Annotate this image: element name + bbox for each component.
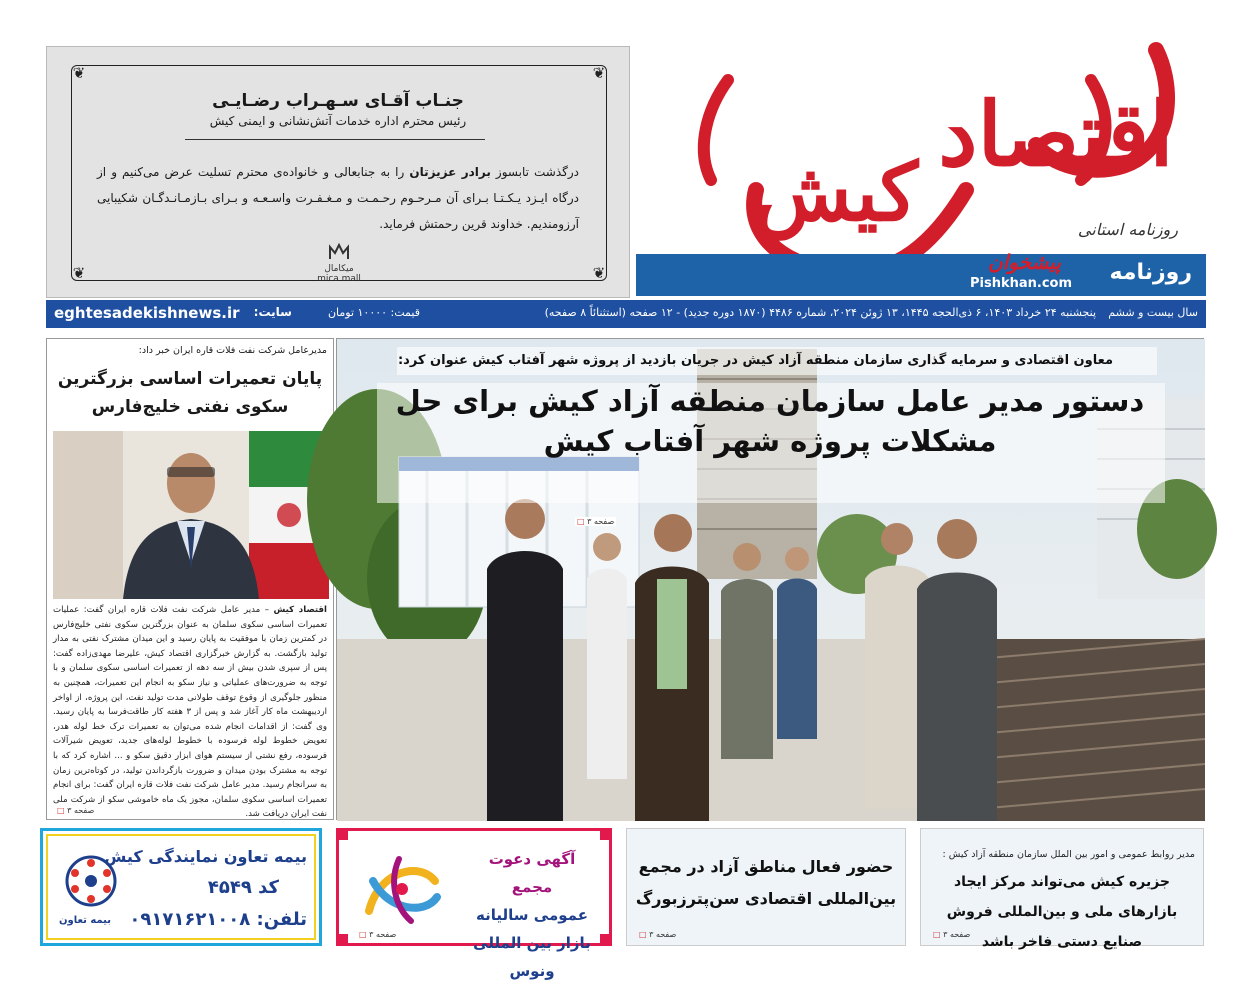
page-reference[interactable]: صفحه ۳ □ (359, 930, 396, 939)
masthead-bar-word: روزنامه (1109, 260, 1192, 285)
site-link[interactable]: eghtesadekishnews.ir (54, 304, 240, 322)
insurance-ad[interactable] (40, 828, 322, 946)
ad-title: بیمه تعاون نمایندگی کیش (104, 847, 307, 866)
page-reference[interactable]: صفحه ۳ □ (575, 517, 616, 526)
ornament-icon: ❦ (72, 264, 86, 282)
masthead-blue-bar (636, 254, 1206, 296)
ornament-icon: ❦ (592, 64, 606, 82)
agency-code: کد ۴۵۴۹ (207, 877, 279, 898)
insurance-logo-name: بیمه تعاون (59, 915, 111, 926)
story-headline[interactable]: پایان تعمیرات اساسی بزرگترین سکوی نفتی خلیج‌فارس (57, 369, 323, 417)
sponsor-name-fa: میکامال (324, 264, 354, 274)
issue-info-bar (46, 300, 1206, 328)
story-body: اقتصاد کیش – مدیر عامل شرکت نفت فلات قاره ایران گفت: عملیات تعمیرات اساسی سکوی سلمان به عنوان بزرگترین سکوی نفتی خلیج‌فارس در کمترین زمان با موفقیت به پایان رسید و این میدان مشترک نفتی به مدار تولید بازگشت. به گزارش خبرگزاری اقتصاد کیش، علیرضا مهدی‌زاده گفت: پس از سپری شدن بیش از سه دهه از تعمیرات اساسی سکوی سلمان و با توجه به ضرورت‌های عملیاتی و نیاز سکو به انجام این تعمیرات، همچنین به منظور جلوگیری از وقوع توقف طولانی مدت تولید نفت، این پروژه، از اواخر اردیبهشت ماه کار آغاز شد و پس از ۳ هفته کار طاقت‌فرسا به پایان رسید. وی گفت: از اقدامات انجام شده می‌توان به تعمیرات ترک خط لوله هدر، تعویض خطوط لوله فرسوده با خطوط لوله‌های جدید، تعویض شیرآلات فرسوده، رفع نشتی از سیستم هوای ابزار دقیق سکو و ... اشاره کرد که با توجه به مشترک بودن میدان و ضرورت بازگرداندن تولید، در کوتاه‌ترین زمان به سرانجام رسید. مدیر عامل شرکت نفت فلات قاره ایران گفت: برای انجام تعمیرات اساسی سکوی سلمان، مجوز یک ماه خاموشی سکو از شرکت ملی نفت ایران دریافت شد. (53, 605, 327, 820)
divider (185, 139, 485, 140)
watermark-url: Pishkhan.com (970, 276, 1073, 291)
tagline: روزنامه استانی (1077, 220, 1178, 239)
story-headline[interactable]: حضور فعال مناطق آزاد در مجمع بین‌المللی اقتصادی سن‌پترزبورگ (635, 857, 897, 908)
site-label: سایت: (253, 305, 292, 319)
venus-logo-icon (359, 851, 445, 927)
free-zones-story[interactable] (626, 828, 906, 946)
condolence-subtitle: رئیس محترم اداره خدمات آتش‌نشانی و ایمنی کیش (209, 114, 467, 128)
ad-title: آگهی دعوت مجمع عمومی سالیانه بازار بین المللی ونوس (473, 850, 591, 980)
insurance-logo-icon (63, 853, 119, 909)
condolence-ad (46, 46, 630, 298)
story-kicker: مدیر روابط عمومی و امور بین الملل سازمان منطقه آزاد کیش : (942, 849, 1195, 860)
page-reference[interactable]: صفحه ۳ □ (933, 930, 970, 939)
mica-mall-icon (328, 243, 350, 261)
left-story[interactable] (46, 338, 334, 820)
sponsor-name-en: mica mall (317, 274, 361, 284)
issue-date: پنجشنبه ۲۴ خرداد ۱۴۰۳، ۶ ذی‌الحجه ۱۴۴۵، ۱۳ ژوئن ۲۰۲۴، شماره ۴۴۸۶ (۱۸۷۰ دوره جدید) - ۱۲ صفحه (استثنائاً ۸ صفحه) (544, 306, 1096, 319)
ornament-icon: ❦ (72, 64, 86, 82)
story-headline[interactable]: دستور مدیر عامل سازمان منطقه آزاد کیش برای حل مشکلات پروژه شهر آفتاب کیش (395, 384, 1145, 458)
logo-eghtesad: اقتصاد (938, 82, 1174, 186)
masthead (636, 40, 1206, 298)
kish-handicrafts-story[interactable] (920, 828, 1204, 950)
story-photo (53, 431, 329, 599)
condolence-title: جنـاب آقـای سـهـراب رضـایـی (212, 91, 464, 111)
watermark-fa: پیشخوان (988, 250, 1061, 274)
story-kicker: مدیرعامل شرکت نفت فلات قاره ایران خبر داد: (138, 345, 327, 356)
price: قیمت: ۱۰۰۰۰ تومان (327, 306, 420, 319)
story-headline[interactable]: جزیره کیش می‌تواند مرکز ایجاد بازارهای ملی و بین‌المللی فروش صنایع دستی فاخر باشد (946, 874, 1178, 950)
ornament-icon: ❦ (592, 264, 606, 282)
page-reference[interactable]: صفحه ۳ □ (639, 930, 676, 939)
page-reference[interactable]: صفحه ۳ □ (55, 806, 96, 815)
publication-year: سال بیست و ششم (1108, 306, 1198, 319)
phone-number[interactable]: تلفن: ۰۹۱۷۱۶۲۱۰۰۸ (129, 909, 307, 930)
meeting-ad[interactable] (336, 828, 612, 980)
sponsor-logo (309, 243, 369, 284)
condolence-body: درگذشت تابسوز برادر عزیزتان را به جنابعالی و خانواده‌ی محترم تسلیت عرض می‌کنیم و از درگاه ایـزد یـکـتـا بـرای آن مـرحـوم رحـمـت و مـغـفـرت واسـعـه و بـرای بـازمـانـدگـان شکیبایی آرزومندیم. خداوند قرین رحمتش فرماید. (97, 165, 579, 231)
main-story[interactable] (336, 338, 1204, 820)
story-kicker: معاون اقتصادی و سرمایه گذاری سازمان منطقه آزاد کیش در جریان بازدید از پروژه شهر آفتاب کیش عنوان کرد: (397, 353, 1113, 368)
logo-kish: کیش (753, 145, 919, 239)
